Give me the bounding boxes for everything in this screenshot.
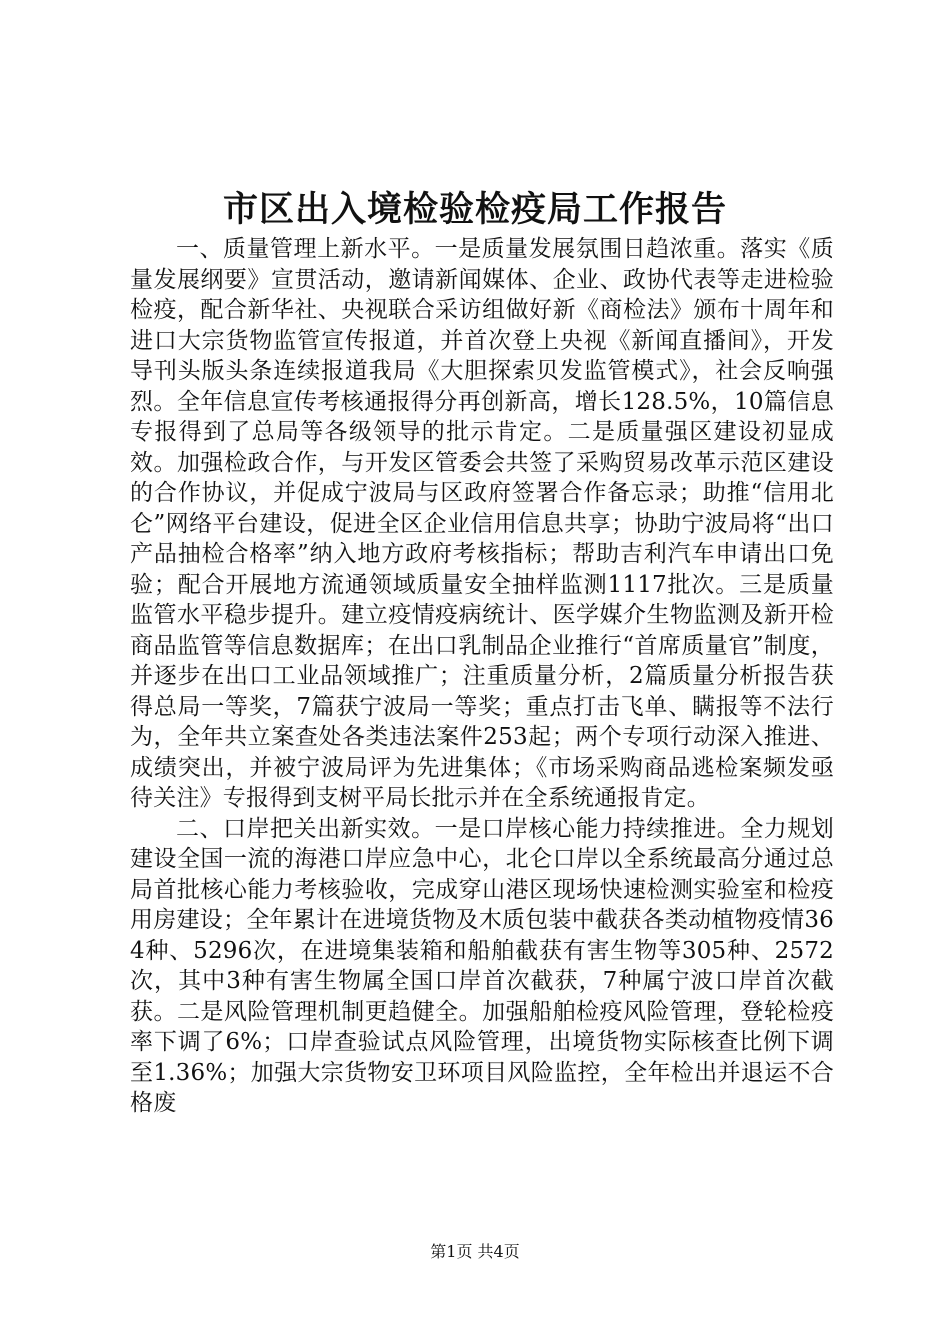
paragraph-port-control: 二、口岸把关出新实效。一是口岸核心能力持续推进。全力规划建设全国一流的海港口岸应急中心，北仑口岸以全系统最高分通过总局首批核心能力考核验收，完成穿山港区现场快速检测实验室和检疫用房建设；全年累计在进境货物及木质包装中截获各类动植物疫情364种、5296次，在进境集装箱和船舶截获有害生物等305种、2572次，其中3种有害生物属全国口岸首次截获，7种属宁波口岸首次截获。二是风险管理机制更趋健全。加强船舶检疫风险管理，登轮检疫率下调了6%；口岸查验试点风险管理，出境货物实际核查比例下调至1.36%；加强大宗货物安卫环项目风险监控，全年检出并退运不合格废 — [130, 815, 834, 1116]
document-body — [130, 234, 834, 1119]
paragraph-quality-management: 一、质量管理上新水平。一是质量发展氛围日趋浓重。落实《质量发展纲要》宣贯活动，邀请新闻媒体、企业、政协代表等走进检验检疫，配合新华社、央视联合采访组做好新《商检法》颁布十周年和进口大宗货物监管宣传报道，并首次登上央视《新闻直播间》，开发导刊头版头条连续报道我局《大胆探索贝发监管模式》，社会反响强烈。全年信息宣传考核通报得分再创新高，增长128.5%，10篇信息专报得到了总局等各级领导的批示肯定。二是质量强区建设初显成效。加强检政合作，与开发区管委会共签了采购贸易改革示范区建设的合作协议，并促成宁波局与区政府签署合作备忘录；助推“信用北仑”网络平台建设，促进全区企业信用信息共享；协助宁波局将“出口产品抽检合格率”纳入地方政府考核指标；帮助吉利汽车申请出口免验；配合开展地方流通领域质量安全抽样监测1117批次。三是质量监管水平稳步提升。建立疫情疫病统计、医学媒介生物监测及新开检商品监管等信息数据库；在出口乳制品企业推行“首席质量官”制度，并逐步在出口工业品领域推广；注重质量分析，2篇质量分析报告获得总局一等奖，7篇获宁波局一等奖；重点打击飞单、瞒报等不法行为，全年共立案查处各类违法案件253起；两个专项行动深入推进、成绩突出，并被宁波局评为先进集体；《市场采购商品逃检案频发亟待关注》专报得到支树平局长批示并在全系统通报肯定。 — [130, 236, 834, 811]
page-number: 第1页 共4页 — [430, 1242, 520, 1261]
document-title: 市区出入境检验检疫局工作报告 — [222, 189, 727, 230]
